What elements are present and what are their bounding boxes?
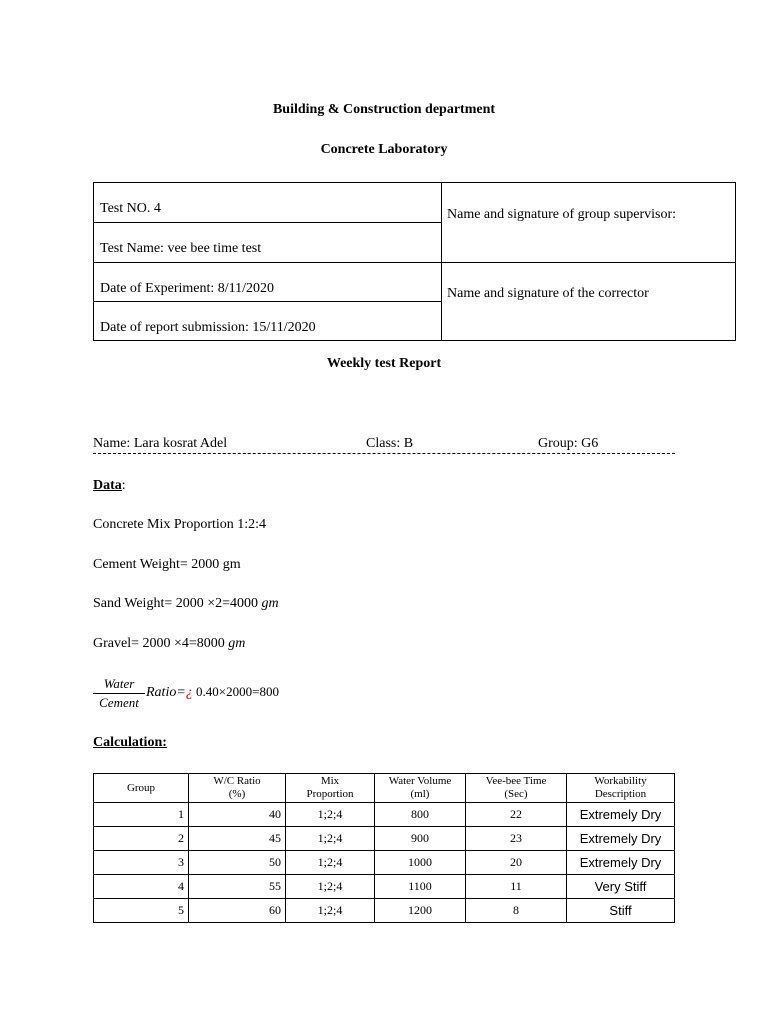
cell-mix: 1;2;4 — [286, 899, 375, 923]
cell-group: 3 — [94, 851, 189, 875]
cell-wc-ratio: 40 — [189, 803, 286, 827]
cell-water-volume: 900 — [375, 827, 466, 851]
cell-mix: 1;2;4 — [286, 827, 375, 851]
cell-workability: Very Stiff — [567, 875, 675, 899]
cell-wc-ratio: 50 — [189, 851, 286, 875]
cell-group: 2 — [94, 827, 189, 851]
cement-weight: Cement Weight= 2000 gm — [93, 557, 241, 572]
corrector-signature: Name and signature of the corrector — [447, 286, 649, 301]
cell-mix: 1;2;4 — [286, 875, 375, 899]
cell-mix: 1;2;4 — [286, 803, 375, 827]
cell-workability: Extremely Dry — [567, 851, 675, 875]
report-title: Weekly test Report — [326, 356, 442, 371]
cell-workability: Extremely Dry — [567, 803, 675, 827]
cell-group: 1 — [94, 803, 189, 827]
table-row — [94, 827, 675, 851]
table-row — [94, 875, 675, 899]
col-header-group: Group — [94, 774, 189, 803]
cell-wc-ratio: 55 — [189, 875, 286, 899]
date-of-experiment: Date of Experiment: 8/11/2020 — [94, 263, 441, 302]
col-header-mix: Mix Proportion — [286, 774, 375, 803]
supervisor-signature: Name and signature of group supervisor: — [441, 183, 735, 263]
cell-vee-bee-time: 23 — [466, 827, 567, 851]
gravel-weight: Gravel= 2000 ×4=8000 gm — [93, 636, 246, 651]
table-row — [94, 899, 675, 923]
col-header-water-volume: Water Volume (ml) — [375, 774, 466, 803]
cell-vee-bee-time: 11 — [466, 875, 567, 899]
cell-vee-bee-time: 8 — [466, 899, 567, 923]
student-name: Name: Lara kosrat Adel — [93, 436, 228, 451]
lab-title: Concrete Laboratory — [320, 142, 448, 157]
cell-group: 4 — [94, 875, 189, 899]
fraction-bar — [93, 693, 145, 694]
cell-water-volume: 1000 — [375, 851, 466, 875]
cell-wc-ratio: 60 — [189, 899, 286, 923]
cell-water-volume: 800 — [375, 803, 466, 827]
table-row — [94, 803, 675, 827]
cell-wc-ratio: 45 — [189, 827, 286, 851]
student-class: Class: B — [366, 436, 414, 451]
cell-vee-bee-time: 20 — [466, 851, 567, 875]
info-right-column — [441, 183, 735, 340]
cell-mix: 1;2;4 — [286, 851, 375, 875]
mix-proportion: Concrete Mix Proportion 1:2:4 — [93, 517, 267, 532]
data-heading: Data: — [93, 478, 126, 493]
sand-weight: Sand Weight= 2000 ×2=4000 gm — [93, 596, 279, 611]
test-name: Test Name: vee bee time test — [94, 223, 441, 263]
col-header-workability: Workability Description — [567, 774, 675, 803]
calculation-table — [93, 773, 675, 923]
info-table — [93, 182, 736, 341]
cell-vee-bee-time: 22 — [466, 803, 567, 827]
wc-fraction — [93, 676, 145, 711]
cell-water-volume: 1200 — [375, 899, 466, 923]
col-header-vee-bee-time: Vee-bee Time (Sec) — [466, 774, 567, 803]
cell-workability: Extremely Dry — [567, 827, 675, 851]
department-title: Building & Construction department — [272, 102, 496, 117]
date-of-submission: Date of report submission: 15/11/2020 — [100, 320, 316, 335]
cell-workability: Stiff — [567, 899, 675, 923]
wc-ratio-expression: Ratio=¿ 0.40×2000=800 — [146, 684, 279, 700]
col-header-wc-ratio: W/C Ratio (%) — [189, 774, 286, 803]
test-number: Test NO. 4 — [94, 183, 441, 223]
wc-denominator: Cement — [99, 695, 139, 710]
cell-water-volume: 1100 — [375, 875, 466, 899]
cell-group: 5 — [94, 899, 189, 923]
info-left-column — [94, 183, 442, 340]
table-row — [94, 851, 675, 875]
student-group: Group: G6 — [538, 436, 599, 451]
dashed-divider — [93, 453, 675, 454]
table-header-row — [94, 774, 675, 803]
calculation-heading: Calculation: — [93, 735, 167, 750]
wc-numerator: Water — [103, 676, 135, 691]
